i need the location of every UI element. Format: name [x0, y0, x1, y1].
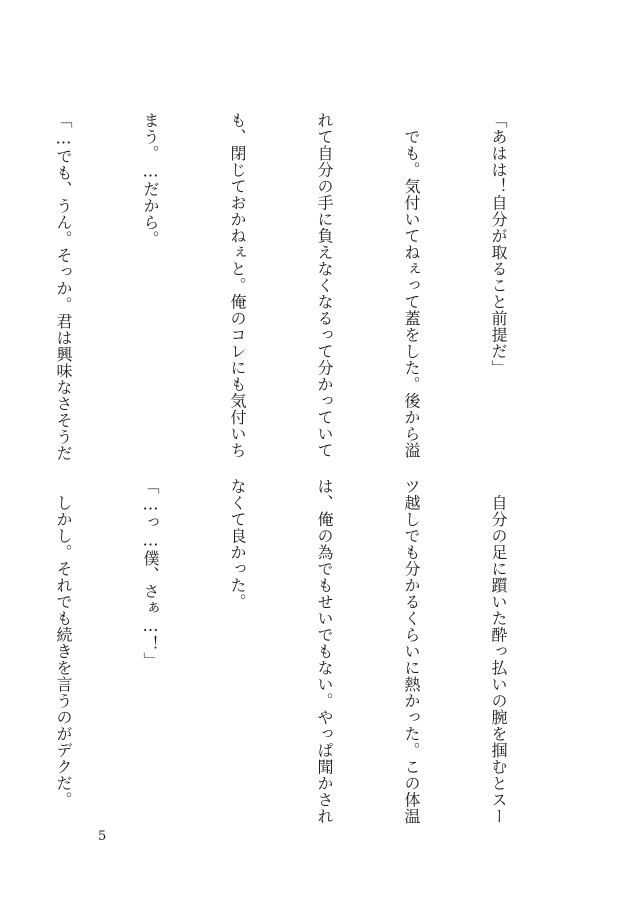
lower-text-block — [0, 478, 571, 825]
text-line: は、俺の為でもせいでもない。やっぱ聞かされ — [315, 478, 334, 825]
text-line: れて自分の手に負えなくなるって分かっていて — [315, 112, 334, 459]
text-line: 「あはは！自分が取ること前提だ」 — [489, 112, 508, 376]
text-line: 自分の足に躓いた酔っ払いの腕を掴むとスー — [489, 478, 508, 825]
text-line: ツ越しでも分かるくらいに熱かった。この体温 — [402, 478, 421, 825]
text-line: 「…っ…僕、さぁ…！」 — [141, 478, 160, 669]
text-line: も、閉じておかねぇと。俺のコレにも気付いち — [228, 112, 247, 459]
text-line: まう。…だから。 — [141, 112, 160, 247]
text-line: なくて良かった。 — [228, 478, 247, 610]
page-number: 5 — [98, 829, 107, 844]
upper-text-block — [0, 112, 571, 462]
text-line: しかし。それでも続きを言うのがデクだ。 — [54, 478, 73, 808]
text-line: でも。気付いてねぇって蓋をした。後から溢 — [402, 112, 421, 459]
text-line: 「…でも、うん。そっか。君は興味なさそうだ — [54, 112, 73, 462]
